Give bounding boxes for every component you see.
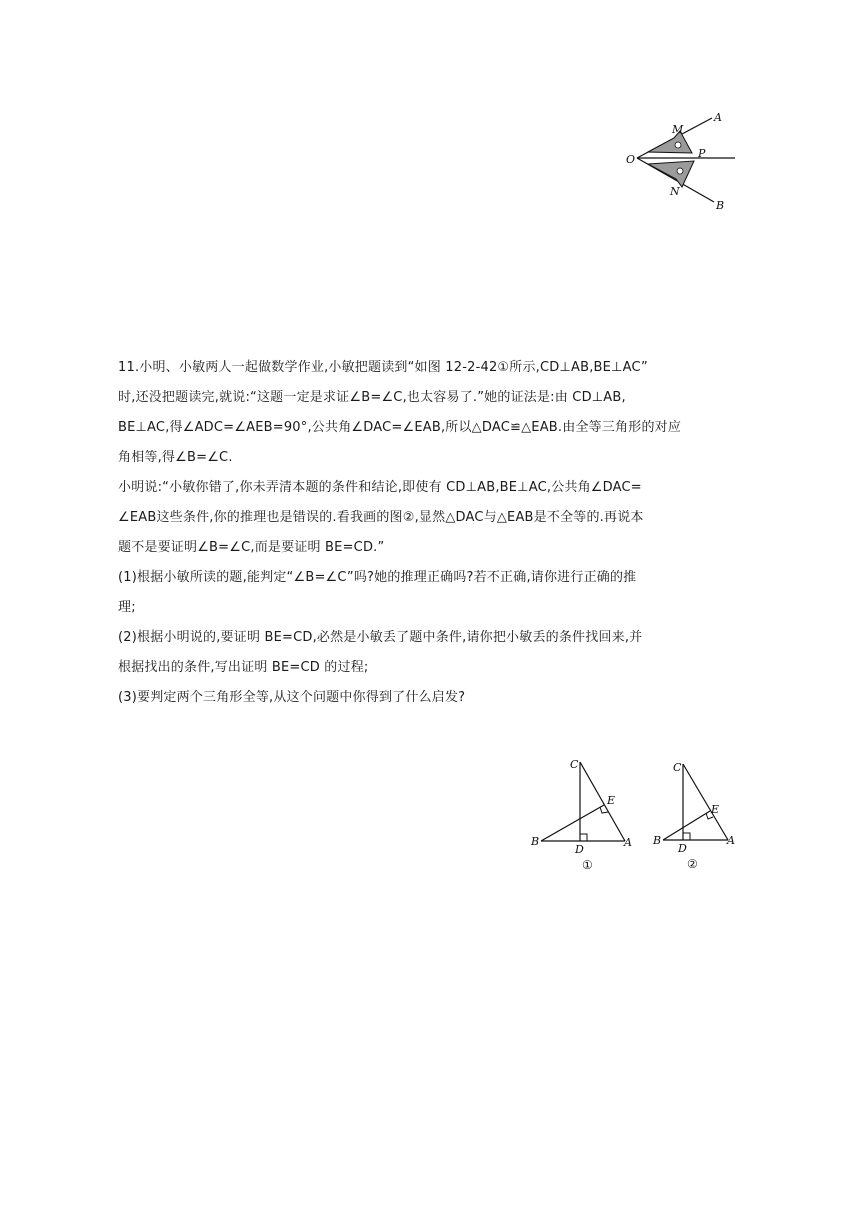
ruler-lower-hole: [677, 168, 683, 174]
label-b: B: [531, 835, 540, 848]
label-o: O: [626, 153, 636, 166]
label-d: D: [575, 843, 584, 856]
problem-line: (3)要判定两个三角形全等,从这个问题中你得到了什么启发?: [118, 690, 466, 705]
problem-line: (1)根据小敏所读的题,能判定“∠B=∠C”吗?她的推理正确吗?若不正确,请你进行正确的推: [118, 570, 637, 585]
right-angle-d: [580, 834, 587, 841]
segment-be: [541, 805, 604, 841]
label-p: P: [698, 147, 706, 160]
figure-1: [528, 752, 643, 874]
segment-ca: [683, 764, 728, 840]
problem-line: 时,还没把题读完,就说:“这题一定是求证∠B=∠C,也太容易了.”她的证法是:由 CD⊥AB,: [118, 390, 626, 405]
problem-line: (2)根据小明说的,要证明 BE=CD,必然是小敏丢了题中条件,请你把小敏丢的条件找回来,并: [118, 630, 643, 645]
label-b: B: [653, 834, 662, 847]
label-a: A: [624, 836, 632, 849]
problem-line: 题不是要证明∠B=∠C,而是要证明 BE=CD.”: [118, 540, 385, 555]
label-d: D: [678, 842, 687, 855]
problem-line: ∠EAB这些条件,你的推理也是错误的.看我画的图②,显然△DAC与△EAB是不全等的.再说本: [118, 510, 644, 525]
problem-11: [118, 353, 728, 713]
problem-line: 小明说:“小敏你错了,你未弄清本题的条件和结论,即使有 CD⊥AB,BE⊥AC,公共角∠DAC=: [118, 480, 642, 495]
segment-ca: [580, 762, 625, 841]
problem-line: BE⊥AC,得∠ADC=∠AEB=90°,公共角∠DAC=∠EAB,所以△DAC≌△EAB.由全等三角形的对应: [118, 420, 682, 435]
problem-line: 11.小明、小敏两人一起做数学作业,小敏把题读到“如图 12-2-42①所示,CD⊥AB,BE⊥AC”: [118, 360, 648, 375]
ruler-lower: [648, 161, 694, 187]
ruler-upper: [648, 131, 692, 153]
label-a: A: [727, 834, 735, 847]
figure-angle-bisector: [620, 105, 745, 215]
problem-line: 角相等,得∠B=∠C.: [118, 450, 233, 465]
label-c: C: [570, 758, 579, 771]
label-e: E: [711, 803, 720, 816]
label-e: E: [607, 794, 616, 807]
segment-be: [663, 811, 710, 840]
right-angle-d: [683, 833, 690, 840]
ruler-upper-hole: [675, 142, 681, 148]
problem-line: 根据找出的条件,写出证明 BE=CD 的过程;: [118, 660, 369, 675]
caption-2: ②: [687, 857, 698, 871]
label-a: A: [714, 111, 722, 124]
label-n: N: [670, 185, 680, 198]
label-c: C: [673, 761, 682, 774]
label-m: M: [672, 123, 684, 136]
label-b: B: [716, 199, 725, 212]
figure-2: [650, 755, 745, 875]
caption-1: ①: [582, 858, 593, 872]
problem-line: 理;: [118, 600, 136, 615]
